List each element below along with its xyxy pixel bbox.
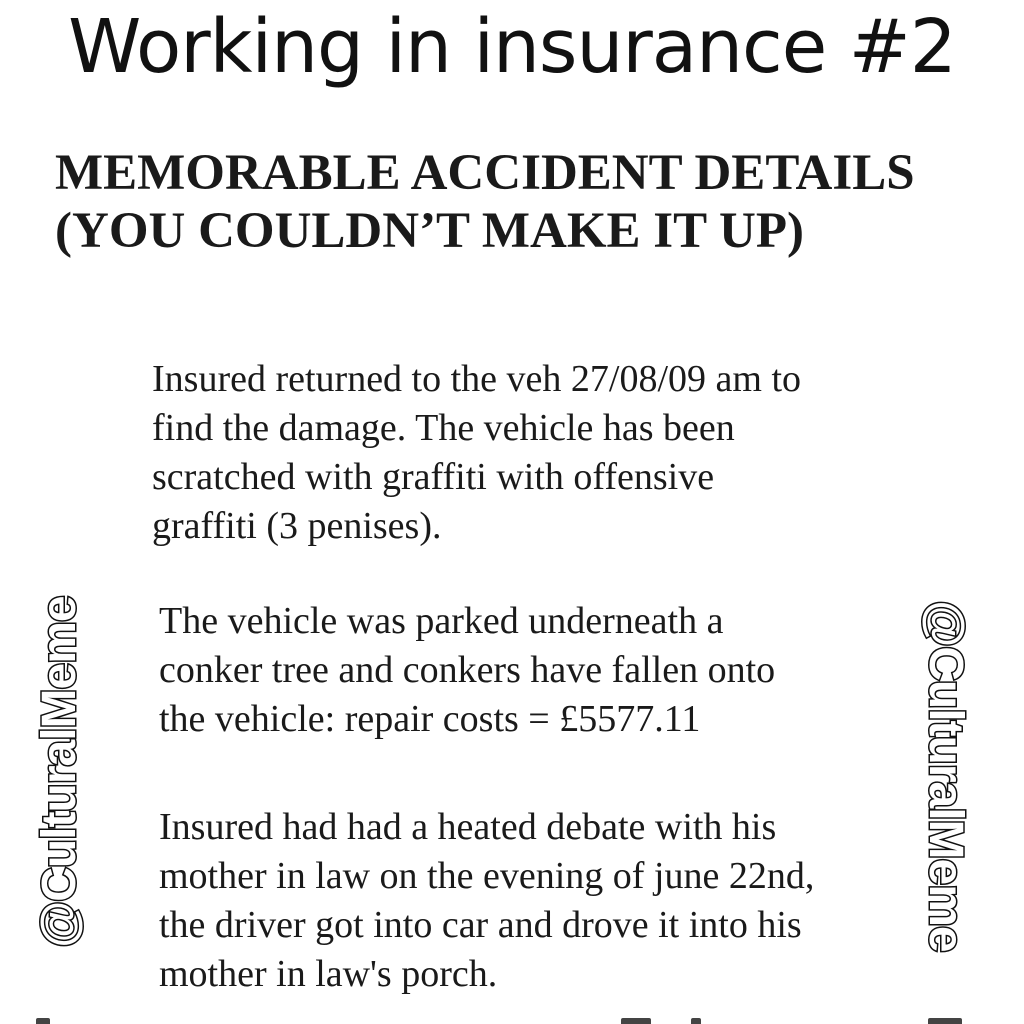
text-line: find the damage. The vehicle has been — [152, 407, 735, 449]
page-title: Working in insurance #2 — [68, 4, 956, 90]
text-fragment — [691, 1018, 701, 1024]
watermark-left: @CulturalMeme — [33, 596, 86, 948]
text-line: graffiti (3 penises). — [152, 505, 442, 547]
text-fragment — [36, 1018, 50, 1024]
text-line: Insured returned to the veh 27/08/09 am to — [152, 358, 802, 400]
text-line: mother in law's porch. — [159, 953, 498, 995]
text-line: The vehicle was parked underneath a — [159, 600, 724, 642]
subtitle-line: (YOU COULDN’T MAKE IT UP) — [55, 203, 804, 259]
watermark-right: @CulturalMeme — [919, 600, 972, 952]
accident-detail-3 — [159, 803, 814, 999]
accident-detail-2 — [159, 597, 775, 744]
text-line: the driver got into car and drove it into his — [159, 904, 802, 946]
text-line: Insured had had a heated debate with his — [159, 806, 777, 848]
accident-detail-1 — [152, 355, 801, 551]
subtitle — [55, 144, 995, 260]
cropped-text-fragments — [0, 1014, 1024, 1024]
text-fragment — [621, 1018, 651, 1024]
text-fragment — [928, 1018, 962, 1024]
text-line: the vehicle: repair costs = £5577.11 — [159, 698, 701, 740]
text-line: conker tree and conkers have fallen onto — [159, 649, 776, 691]
subtitle-line: MEMORABLE ACCIDENT DETAILS — [55, 145, 915, 201]
text-line: scratched with graffiti with offensive — [152, 456, 715, 498]
text-line: mother in law on the evening of june 22nd, — [159, 855, 815, 897]
